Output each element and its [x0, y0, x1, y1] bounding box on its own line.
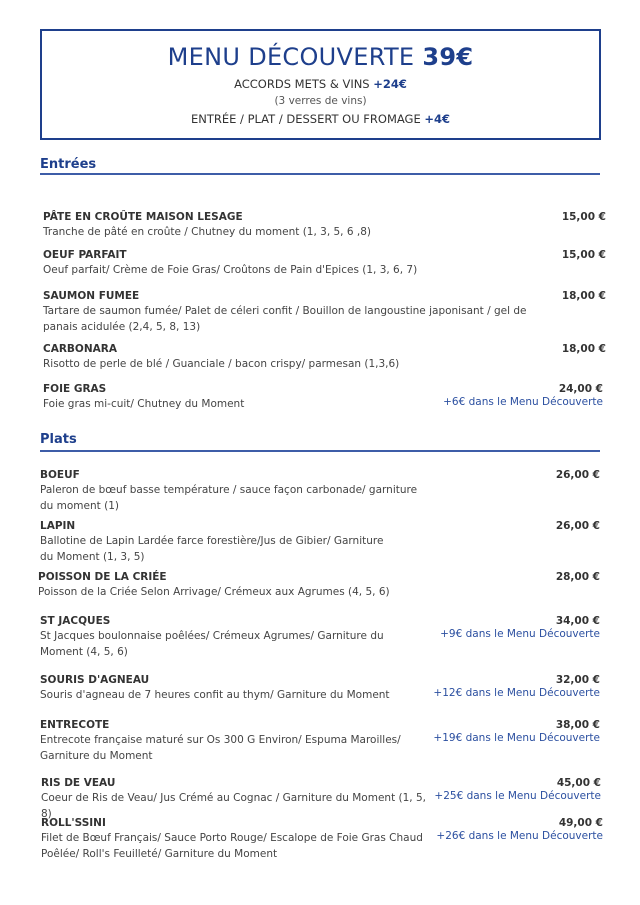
item-description-line: Coeur de Ris de Veau/ Jus Crémé au Cognac / Garniture du Moment (1, 5,: [41, 792, 426, 804]
item-description-line: Entrecote française maturé sur Os 300 G Environ/ Espuma Maroilles/: [40, 734, 401, 746]
item-price: 26,00 €: [555, 469, 600, 481]
item-description-line: Ballotine de Lapin Lardée farce forestière/Jus de Gibier/ Garniture: [40, 535, 384, 547]
item-description-line: Souris d'agneau de 7 heures confit au thym/ Garniture du Moment: [40, 689, 390, 701]
item-name: PÂTE EN CROÛTE MAISON LESAGE: [43, 211, 243, 223]
item-description-line: Poêlée/ Roll's Feuilleté/ Garniture du Moment: [41, 848, 278, 860]
pairing-line: [42, 77, 599, 91]
menu-decouverte-supplement: +12€ dans le Menu Découverte: [433, 687, 600, 699]
item-description-line: Poisson de la Criée Selon Arrivage/ Crémeux aux Agrumes (4, 5, 6): [38, 586, 390, 598]
pairing-price: +24€: [373, 77, 407, 91]
item-description: [38, 584, 390, 600]
menu-decouverte-supplement: +9€ dans le Menu Découverte: [440, 628, 600, 640]
item-description-line: Foie gras mi-cuit/ Chutney du Moment: [43, 398, 245, 410]
item-price: 32,00 €: [555, 674, 600, 686]
item-description: [43, 356, 399, 372]
section-divider: [40, 173, 600, 175]
item-price: 38,00 €: [555, 719, 600, 731]
item-price: 49,00 €: [558, 817, 603, 829]
item-description-line: Tartare de saumon fumée/ Palet de céleri confit / Bouillon de langoustine japonisant / gel de: [43, 305, 527, 317]
item-name: ENTRECOTE: [40, 719, 110, 731]
item-price: 15,00 €: [561, 249, 606, 261]
item-name: OEUF PARFAIT: [43, 249, 127, 261]
course-label: ENTRÉE / PLAT / DESSERT OU FROMAGE: [190, 112, 421, 126]
pairing-label: ACCORDS METS & VINS: [234, 77, 370, 91]
item-price: 18,00 €: [561, 290, 606, 302]
pairing-note: (3 verres de vins): [274, 95, 367, 107]
item-description: [40, 628, 384, 660]
item-description-line: du moment (1): [40, 500, 119, 512]
item-price: 24,00 €: [558, 383, 603, 395]
item-description: [40, 533, 383, 565]
item-description: [40, 732, 401, 764]
item-name: SOURIS D'AGNEAU: [40, 674, 150, 686]
item-description-line: Garniture du Moment: [40, 750, 153, 762]
item-description: [43, 303, 527, 335]
item-name: POISSON DE LA CRIÉE: [38, 571, 167, 583]
item-name: BOEUF: [40, 469, 80, 481]
item-description-line: du Moment (1, 3, 5): [40, 551, 145, 563]
item-name: LAPIN: [40, 520, 76, 532]
menu-decouverte-supplement: +26€ dans le Menu Découverte: [436, 830, 603, 842]
menu-title: [42, 43, 599, 71]
item-description-line: St Jacques boulonnaise poêlées/ Crémeux Agrumes/ Garniture du: [40, 630, 384, 642]
item-name: FOIE GRAS: [43, 383, 107, 395]
course-price: +4€: [424, 112, 451, 126]
section-divider: [40, 450, 600, 452]
item-description: [40, 687, 390, 703]
item-description-line: Filet de Bœuf Français/ Sauce Porto Rouge/ Escalope de Foie Gras Chaud: [41, 832, 423, 844]
item-description: [41, 830, 423, 862]
item-name: SAUMON FUMEE: [43, 290, 140, 302]
item-description-line: Risotto de perle de blé / Guanciale / bacon crispy/ parmesan (1,3,6): [43, 358, 400, 370]
menu-decouverte-box: [40, 29, 601, 140]
item-price: 26,00 €: [555, 520, 600, 532]
item-description-line: Oeuf parfait/ Crème de Foie Gras/ Croûtons de Pain d'Epices (1, 3, 6, 7): [43, 264, 418, 276]
item-description: [43, 224, 371, 240]
item-description-line: Moment (4, 5, 6): [40, 646, 128, 658]
item-name: RIS DE VEAU: [41, 777, 116, 789]
menu-decouverte-supplement: +19€ dans le Menu Découverte: [433, 732, 600, 744]
item-description-line: Paleron de bœuf basse température / sauce façon carbonade/ garniture: [40, 484, 418, 496]
item-name: ROLL'SSINI: [41, 817, 106, 829]
item-name: CARBONARA: [43, 343, 117, 355]
section-title-entrees: Entrées: [40, 157, 97, 172]
menu-decouverte-supplement: +25€ dans le Menu Découverte: [434, 790, 601, 802]
item-price: 45,00 €: [556, 777, 601, 789]
item-description-line: 8): [41, 808, 52, 820]
menu-decouverte-supplement: +6€ dans le Menu Découverte: [443, 396, 603, 408]
item-description-line: Tranche de pâté en croûte / Chutney du moment (1, 3, 5, 6 ,8): [43, 226, 371, 238]
item-description: [43, 396, 244, 412]
item-description-line: panais acidulée (2,4, 5, 8, 13): [43, 321, 201, 333]
menu-title-text: MENU DÉCOUVERTE: [167, 43, 415, 71]
item-price: 18,00 €: [561, 343, 606, 355]
item-name: ST JACQUES: [40, 615, 111, 627]
item-price: 15,00 €: [561, 211, 606, 223]
course-line: [42, 112, 599, 126]
item-price: 34,00 €: [555, 615, 600, 627]
item-description: [40, 482, 417, 514]
item-price: 28,00 €: [555, 571, 600, 583]
section-title-plats: Plats: [40, 432, 77, 447]
item-description: [43, 262, 417, 278]
menu-title-price: 39€: [422, 43, 474, 71]
